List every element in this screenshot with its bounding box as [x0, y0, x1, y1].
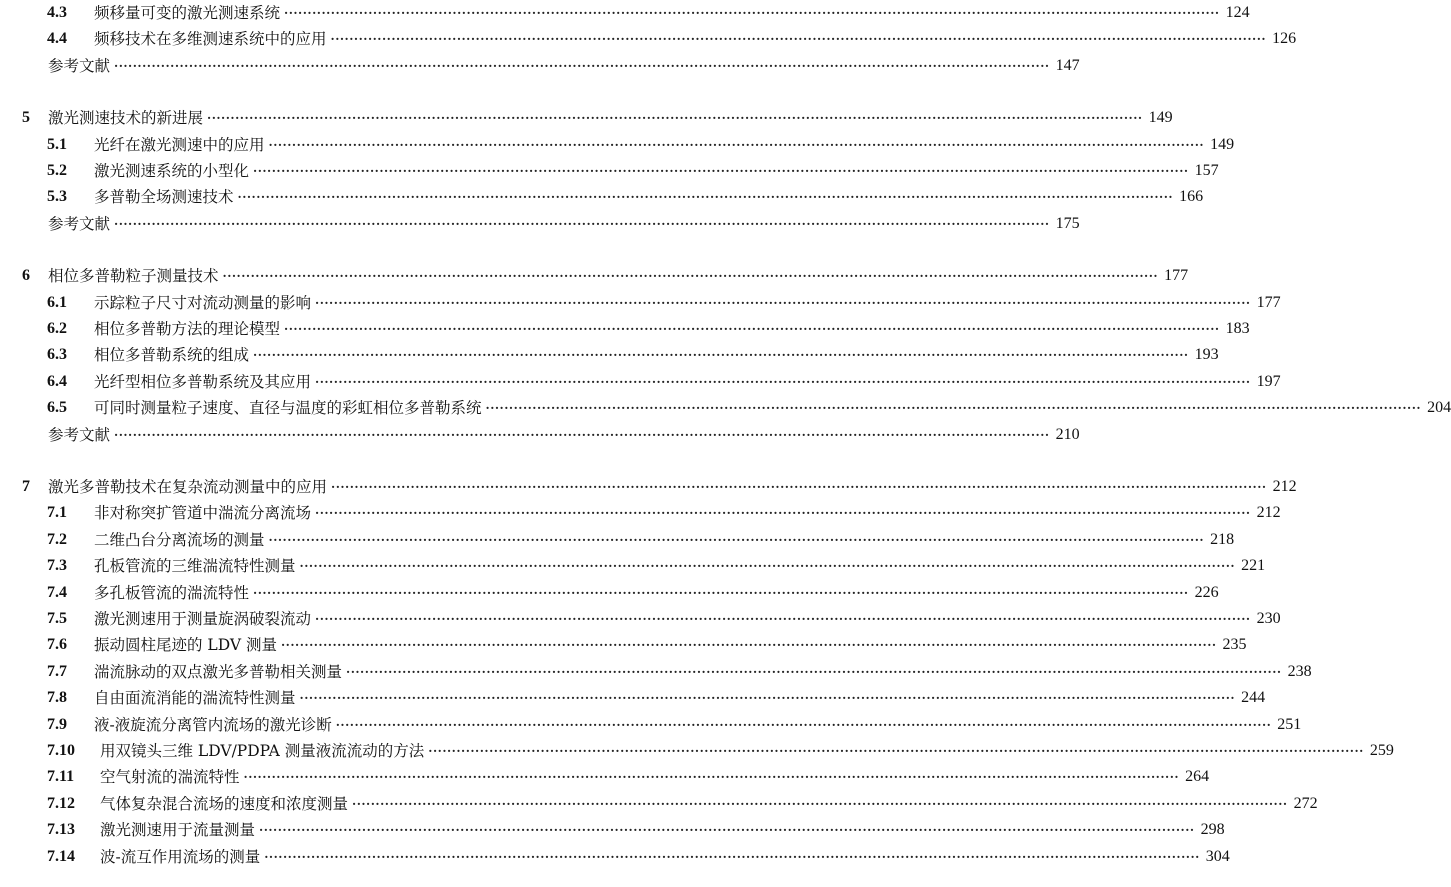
entry-page-number: 264	[1185, 768, 1210, 786]
entry-number: 5.1	[47, 135, 67, 153]
toc-section-entry	[0, 369, 1281, 395]
entry-page-number: 157	[1194, 162, 1219, 179]
entry-title: 示踪粒子尺寸对流动测量的影响	[94, 293, 312, 312]
entry-page-number: 259	[1369, 742, 1394, 759]
entry-page-number: 251	[1277, 715, 1302, 733]
dot-leader: ········································································································································································································	[237, 190, 1174, 205]
dot-leader: ········································································································································································································	[253, 164, 1189, 178]
dot-leader: ········································································································································································································	[485, 401, 1422, 416]
dot-leader: ········································································································································································································	[330, 32, 1267, 47]
entry-title: 激光测速用于测量旋涡破裂流动	[94, 610, 312, 628]
entry-number: 6.1	[47, 293, 67, 311]
entry-title: 相位多普勒方法的理论模型	[94, 320, 281, 338]
entry-title: 二维凸台分离流场的测量	[94, 530, 265, 549]
entry-number: 7.10	[47, 742, 75, 759]
entry-number: 6.2	[47, 320, 67, 337]
dot-leader: ········································································································································································································	[259, 823, 1195, 838]
entry-number: 7.12	[47, 794, 75, 812]
dot-leader: ········································································································································································································	[331, 480, 1267, 494]
dot-leader: ········································································································································································································	[268, 532, 1205, 547]
entry-page-number: 197	[1256, 372, 1281, 390]
toc-section-entry	[0, 342, 1219, 368]
entry-line	[100, 738, 1394, 764]
entry-page-number: 272	[1293, 794, 1318, 812]
toc-section-entry	[0, 184, 1204, 210]
entry-page-number: 221	[1241, 557, 1266, 575]
entry-page-number: 304	[1205, 847, 1230, 865]
entry-number: 7.2	[47, 530, 67, 548]
entry-number: 7.1	[47, 504, 67, 522]
entry-line	[94, 290, 1281, 316]
dot-leader: ········································································································································································································	[428, 744, 1364, 758]
entry-line	[48, 53, 1080, 79]
entry-page-number: 218	[1210, 530, 1235, 548]
toc-section-entry	[0, 659, 1312, 685]
entry-number: 5.3	[47, 188, 67, 206]
entry-page-number: 149	[1210, 135, 1235, 153]
entry-page-number: 244	[1241, 689, 1266, 707]
toc-references-entry	[0, 211, 1080, 237]
entry-title: 非对称突扩管道中湍流分离流场	[94, 504, 312, 523]
entry-title: 空气射流的湍流特性	[100, 768, 240, 787]
dot-leader: ········································································································································································································	[243, 770, 1180, 785]
entry-page-number: 193	[1194, 346, 1219, 364]
entry-page-number: 226	[1194, 583, 1219, 601]
entry-title: 孔板管流的三维湍流特性测量	[94, 557, 296, 576]
entry-number: 6.4	[47, 372, 67, 390]
entry-line	[48, 474, 1297, 500]
entry-title: 频移量可变的激光测速系统	[94, 4, 281, 22]
toc-section-entry	[0, 290, 1281, 316]
entry-line	[94, 395, 1451, 421]
toc-section-entry	[0, 817, 1225, 843]
entry-page-number: 183	[1225, 320, 1250, 337]
entry-line	[94, 580, 1219, 606]
entry-line	[94, 316, 1250, 342]
dot-leader: ········································································································································································································	[114, 427, 1050, 442]
entry-title: 波-流互作用流场的测量	[100, 847, 261, 866]
entry-number: 7.7	[47, 662, 67, 680]
entry-number: 4.4	[47, 30, 67, 48]
entry-title: 激光多普勒技术在复杂流动测量中的应用	[48, 478, 328, 496]
entry-number: 6	[22, 267, 30, 285]
dot-leader: ········································································································································································································	[335, 717, 1272, 732]
toc-section-entry	[0, 26, 1297, 52]
entry-line	[94, 606, 1281, 632]
entry-title: 激光测速技术的新进展	[48, 109, 204, 128]
entry-number: 7.4	[47, 583, 67, 601]
entry-number: 6.5	[47, 399, 67, 417]
entry-number: 7.8	[47, 689, 67, 707]
toc-section-entry	[0, 132, 1235, 158]
toc-section-entry	[0, 500, 1281, 526]
entry-title: 湍流脉动的双点激光多普勒相关测量	[94, 662, 343, 681]
dot-leader: ········································································································································································································	[253, 348, 1189, 363]
entry-number: 7	[22, 478, 30, 495]
entry-title: 气体复杂混合流场的速度和浓度测量	[100, 794, 349, 813]
entry-line	[100, 844, 1230, 870]
toc-section-entry	[0, 527, 1235, 553]
entry-number: 7.3	[47, 557, 67, 575]
entry-title: 振动圆柱尾迹的 LDV 测量	[94, 636, 277, 655]
entry-title: 参考文献	[48, 214, 111, 233]
toc-section-entry	[0, 316, 1250, 342]
entry-title: 可同时测量粒子速度、直径与温度的彩虹相位多普勒系统	[94, 399, 482, 418]
toc-section-entry	[0, 0, 1250, 26]
dot-leader: ········································································································································································································	[346, 664, 1282, 679]
dot-leader: ········································································································································································································	[315, 374, 1251, 389]
toc-section-entry	[0, 738, 1394, 764]
entry-title: 频移技术在多维测速系统中的应用	[94, 30, 327, 49]
entry-line	[94, 26, 1297, 52]
entry-page-number: 238	[1287, 662, 1312, 680]
entry-title: 参考文献	[48, 425, 111, 444]
entry-title: 相位多普勒粒子测量技术	[48, 267, 219, 286]
dot-leader: ········································································································································································································	[299, 691, 1236, 706]
entry-line	[100, 791, 1318, 817]
entry-line	[94, 685, 1266, 711]
entry-title: 多普勒全场测速技术	[94, 188, 234, 207]
entry-number: 7.14	[47, 847, 75, 865]
dot-leader: ········································································································································································································	[315, 506, 1251, 521]
entry-line	[48, 105, 1173, 131]
entry-number: 7.9	[47, 715, 67, 733]
entry-title: 参考文献	[48, 56, 111, 75]
dot-leader: ········································································································································································································	[315, 295, 1251, 310]
entry-number: 6.3	[47, 346, 67, 364]
entry-page-number: 149	[1148, 109, 1173, 127]
toc-section-entry	[0, 632, 1247, 658]
toc-section-entry	[0, 764, 1210, 790]
entry-page-number: 124	[1225, 4, 1250, 21]
entry-line	[48, 263, 1189, 289]
toc-section-entry	[0, 791, 1318, 817]
dot-leader: ········································································································································································································	[281, 638, 1217, 653]
entry-title: 液-液旋流分离管内流场的激光诊断	[94, 715, 332, 734]
toc-section-entry	[0, 158, 1219, 184]
dot-leader: ········································································································································································································	[114, 216, 1050, 231]
entry-title: 多孔板管流的湍流特性	[94, 583, 250, 602]
entry-title: 自由面流消能的湍流特性测量	[94, 689, 296, 708]
dot-leader: ········································································································································································································	[315, 612, 1251, 626]
entry-page-number: 126	[1272, 30, 1297, 48]
entry-title: 激光测速系统的小型化	[94, 162, 250, 180]
entry-line	[100, 764, 1210, 790]
entry-page-number: 230	[1256, 610, 1281, 627]
entry-line	[48, 211, 1080, 237]
toc-references-entry	[0, 53, 1080, 79]
entry-number: 7.11	[47, 768, 75, 786]
entry-title: 相位多普勒系统的组成	[94, 346, 250, 365]
entry-line	[94, 659, 1312, 685]
entry-line	[94, 712, 1302, 738]
entry-number: 5.2	[47, 162, 67, 179]
toc-section-entry	[0, 395, 1451, 421]
entry-line	[94, 500, 1281, 526]
dot-leader: ········································································································································································································	[264, 849, 1200, 864]
toc-section-entry	[0, 606, 1281, 632]
dot-leader: ········································································································································································································	[284, 322, 1220, 336]
entry-page-number: 177	[1164, 267, 1189, 285]
toc-chapter-entry	[0, 105, 1173, 131]
entry-line	[94, 527, 1235, 553]
entry-page-number: 212	[1256, 504, 1281, 522]
entry-page-number: 175	[1055, 214, 1080, 232]
entry-title: 光纤在激光测速中的应用	[94, 135, 265, 154]
toc-section-entry	[0, 844, 1230, 870]
entry-line	[94, 342, 1219, 368]
entry-page-number: 166	[1179, 188, 1204, 206]
dot-leader: ········································································································································································································	[207, 111, 1143, 126]
dot-leader: ········································································································································································································	[253, 585, 1189, 600]
entry-page-number: 298	[1200, 821, 1225, 839]
toc-section-entry	[0, 580, 1219, 606]
entry-line	[100, 817, 1225, 843]
entry-page-number: 212	[1272, 478, 1297, 495]
entry-page-number: 235	[1222, 636, 1247, 654]
dot-leader: ········································································································································································································	[352, 796, 1288, 811]
entry-line	[94, 553, 1266, 579]
entry-page-number: 177	[1256, 293, 1281, 311]
entry-line	[94, 0, 1250, 26]
entry-number: 7.5	[47, 610, 67, 627]
toc-section-entry	[0, 712, 1302, 738]
entry-title: 激光测速用于流量测量	[100, 821, 256, 840]
toc-section-entry	[0, 553, 1266, 579]
entry-title: 用双镜头三维 LDV/PDPA 测量液流流动的方法	[100, 742, 425, 760]
entry-number: 7.6	[47, 636, 67, 654]
toc-chapter-entry	[0, 474, 1297, 500]
entry-number: 5	[22, 109, 30, 127]
toc-references-entry	[0, 422, 1080, 448]
entry-page-number: 147	[1055, 56, 1080, 74]
dot-leader: ········································································································································································································	[299, 559, 1236, 574]
dot-leader: ········································································································································································································	[268, 137, 1205, 152]
toc-chapter-entry	[0, 263, 1189, 289]
entry-line	[94, 369, 1281, 395]
entry-line	[94, 132, 1235, 158]
entry-number: 4.3	[47, 4, 67, 21]
entry-line	[94, 632, 1247, 658]
entry-title: 光纤型相位多普勒系统及其应用	[94, 372, 312, 391]
entry-line	[48, 422, 1080, 448]
dot-leader: ········································································································································································································	[284, 6, 1220, 20]
entry-page-number: 210	[1055, 425, 1080, 443]
dot-leader: ········································································································································································································	[222, 269, 1159, 284]
dot-leader: ········································································································································································································	[114, 58, 1050, 73]
entry-line	[94, 158, 1219, 184]
entry-page-number: 204	[1427, 399, 1451, 417]
toc-section-entry	[0, 685, 1266, 711]
entry-number: 7.13	[47, 821, 75, 839]
entry-line	[94, 184, 1204, 210]
